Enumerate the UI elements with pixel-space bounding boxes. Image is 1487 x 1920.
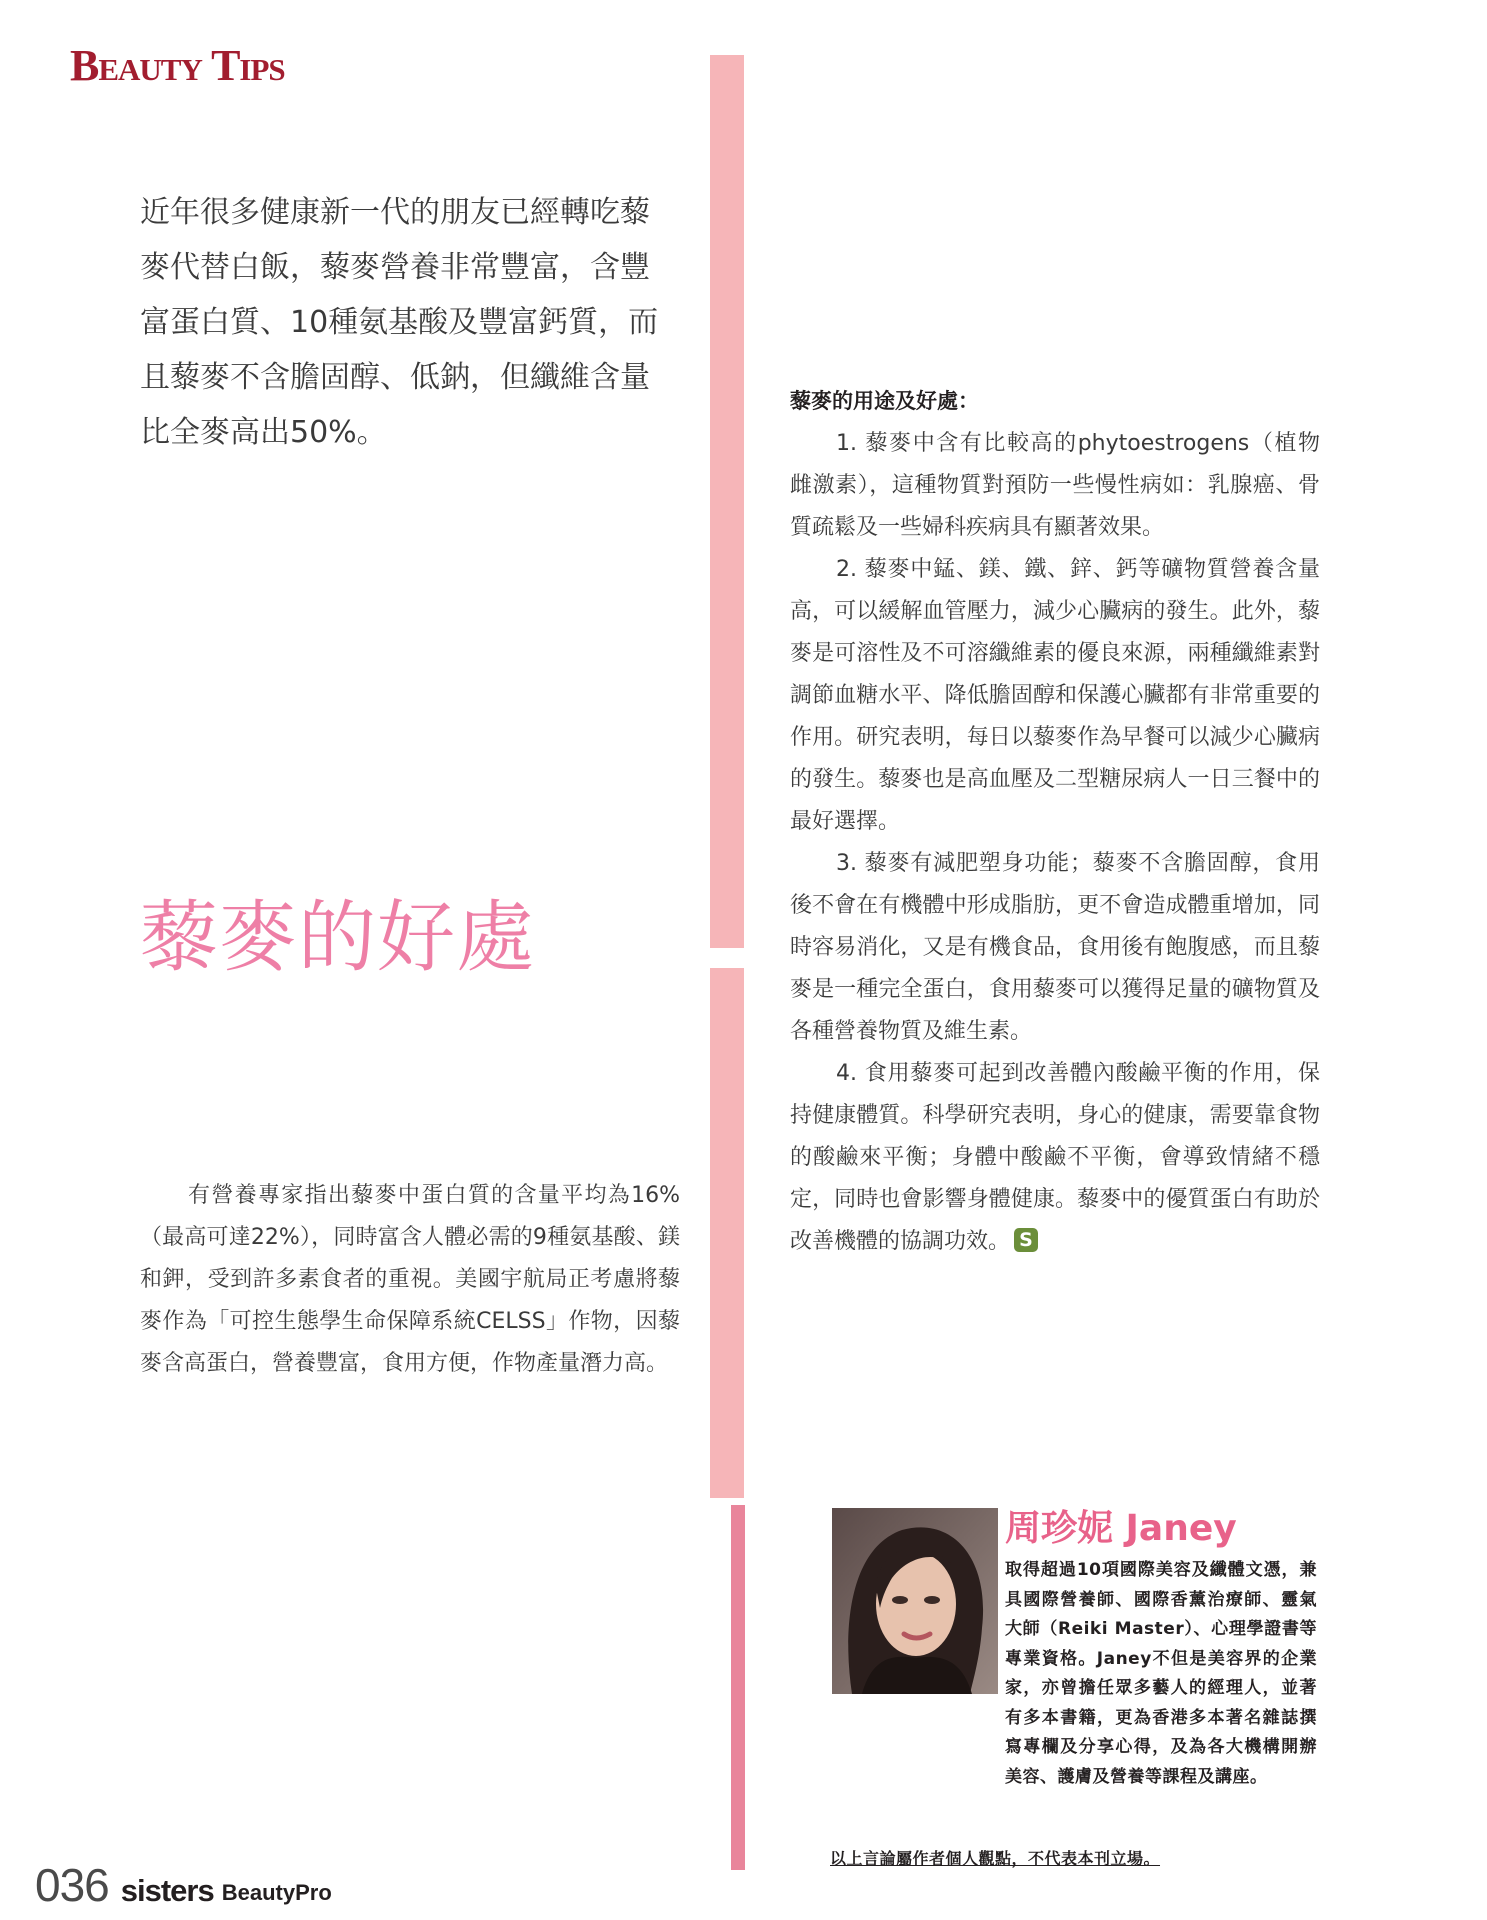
sisters-end-icon: S (1014, 1228, 1038, 1252)
divider-bar-top (710, 55, 744, 948)
author-portrait-image (832, 1508, 998, 1694)
disclaimer: 以上言論屬作者個人觀點，不代表本刊立場。 (830, 1849, 1161, 1868)
intro-line: 近年很多健康新一代的朋友已經轉吃藜 (140, 195, 650, 230)
section-label-text: Beauty Tips (70, 41, 285, 90)
uses-item: 3. 藜麥有減肥塑身功能；藜麥不含膽固醇，食用後不會在有機體中形成脂肪，更不會造成體重增加，同時容易消化，又是有機食品，食用後有飽腹感，而且藜麥是一種完全蛋白，食用藜麥可以獲得足量的礦物質及各種營養物質及維生素。 (790, 851, 1320, 1044)
nutrition-paragraph: 有營養專家指出藜麥中蛋白質的含量平均為16%（最高可達22%），同時富含人體必需的9種氨基酸、鎂和鉀，受到許多素食者的重視。美國宇航局正考慮將藜麥作為「可控生態學生命保障系統CELSS」作物，因藜麥含高蛋白，營養豐富，食用方便，作物產量潛力高。 (140, 1183, 680, 1376)
uses-item-last (790, 1053, 1320, 1263)
section-label (70, 40, 285, 91)
intro-paragraph (140, 185, 680, 460)
intro-line: 麥代替白飯，藜麥營養非常豐富，含豐 (140, 250, 650, 285)
uses-title: 藜麥的用途及好處： (790, 389, 979, 413)
divider-bar-middle (710, 968, 744, 1498)
author-bio: 取得超過10項國際美容及纖體文憑，兼具國際營養師、國際香薰治療師、靈氣大師（Reiki Master）、心理學證書等專業資格。Janey不但是美容界的企業家，亦曾擔任眾多藝人的經理人，並著有多本書籍，更為香港多本著名雜誌撰寫專欄及分享心得，及為各大機構開辦美容、護膚及營養等課程及講座。 (1005, 1560, 1317, 1787)
page-number: 036 (35, 1859, 109, 1911)
magazine-logo: sisters (120, 1873, 214, 1908)
page-footer (35, 1859, 332, 1911)
magazine-subtitle: BeautyPro (221, 1880, 332, 1905)
benefits-heading: 藜麥的好處 (140, 893, 536, 983)
author-photo (832, 1508, 998, 1694)
intro-line: 且藜麥不含膽固醇、低鈉，但纖維含量 (140, 360, 650, 395)
author-name: 周珍妮 Janey (1005, 1508, 1237, 1549)
uses-item: 1. 藜麥中含有比較高的phytoestrogens（植物雌激素），這種物質對預防一些慢性病如：乳腺癌、骨質疏鬆及一些婦科疾病具有顯著效果。 (790, 431, 1320, 540)
uses-section (790, 381, 1320, 1263)
intro-line: 富蛋白質、10種氨基酸及豐富鈣質，而 (140, 305, 659, 340)
intro-line: 比全麥高出50%。 (140, 415, 387, 450)
divider-bar-bottom (731, 1505, 745, 1870)
uses-item-text: 4. 食用藜麥可起到改善體內酸鹼平衡的作用，保持健康體質。科學研究表明，身心的健康，需要靠食物的酸鹼來平衡；身體中酸鹼不平衡，會導致情緒不穩定，同時也會影響身體健康。藜麥中的優質蛋白有助於改善機體的協調功效。 (790, 1061, 1320, 1254)
uses-item: 2. 藜麥中錳、鎂、鐵、鋅、鈣等礦物質營養含量高，可以緩解血管壓力，減少心臟病的發生。此外，藜麥是可溶性及不可溶纖維素的優良來源，兩種纖維素對調節血糖水平、降低膽固醇和保護心臟都有非常重要的作用。研究表明，每日以藜麥作為早餐可以減少心臟病的發生。藜麥也是高血壓及二型糖尿病人一日三餐中的最好選擇。 (790, 557, 1320, 834)
